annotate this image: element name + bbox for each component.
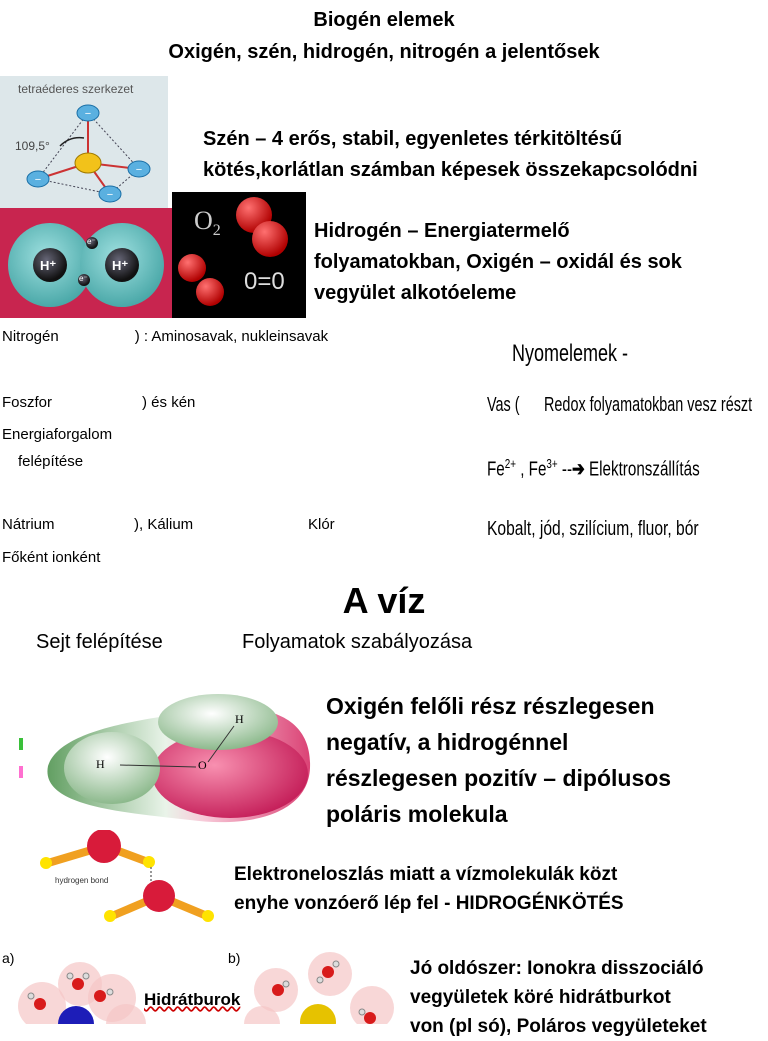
- sulfur-label: ) és kén: [142, 394, 196, 411]
- ion-form-label: Főként ionként: [2, 549, 101, 566]
- oxygen-molecule-image: [172, 192, 306, 318]
- electron-transport-label: Elektronszállítás: [589, 458, 700, 481]
- chlorine-label: Klór: [308, 516, 335, 533]
- svg-text:−: −: [106, 189, 114, 201]
- potassium-label: ), Kálium: [134, 516, 194, 533]
- energy-label: Energiaforgalom: [2, 426, 113, 443]
- water-molecule-diagram: [0, 688, 318, 828]
- hydrogen-bond-diagram: [20, 830, 225, 930]
- hydrogen-line-2: folyamatokban, Oxigén – oxidál és sok: [314, 251, 682, 273]
- hydration-shell-image: [0, 946, 400, 1024]
- solvent-description: [410, 954, 707, 1041]
- nitrogen-label: Nitrogén: [2, 328, 59, 345]
- hydrogen-bond-label: hydrogen bond: [55, 876, 109, 885]
- o2-formula: $O_2$: [194, 206, 221, 240]
- panel-b-label: b): [228, 950, 241, 966]
- hydration-diagram: [0, 946, 400, 1024]
- h-ion-label-1: H⁺: [40, 258, 57, 273]
- svg-text:−: −: [34, 174, 42, 186]
- svg-text:−: −: [135, 164, 143, 176]
- o2-structure: 0=0: [244, 268, 285, 295]
- iron-text: Redox folyamatokban vesz részt: [544, 394, 753, 416]
- arrow-icon: ➔: [572, 458, 585, 481]
- polarity-line-1: Oxigén felőli rész részlegesen: [326, 693, 655, 719]
- polarity-line-3: részlegesen pozitív – dipólusos: [326, 765, 672, 791]
- svg-text:−: −: [84, 108, 92, 120]
- iron-label: Vas (: [487, 394, 520, 416]
- phosphorus-row: [2, 394, 195, 411]
- hydrogen-molecule-image: [0, 208, 172, 318]
- molecule-h-left: H: [96, 757, 105, 771]
- carbon-line-1: Szén – 4 erős, stabil, egyenletes térkitöltésű: [203, 128, 623, 150]
- carbon-description: [203, 124, 698, 186]
- carbon-line-2: kötés,korlátlan számban képesek összekapcsolódni: [203, 159, 698, 181]
- arrow-dashes: --: [557, 458, 573, 481]
- water-role-regulation: Folyamatok szabályozása: [242, 631, 473, 653]
- hydrogen-bond-image: [20, 830, 225, 930]
- nitrogen-text: ) : Aminosavak, nukleinsavak: [134, 328, 329, 345]
- hydrogen-line-3: vegyület alkotóeleme: [314, 282, 517, 304]
- solvent-line-2: vegyületek köré hidrátburkot: [410, 987, 671, 1008]
- hydrogen-description: [314, 216, 682, 309]
- fe2-charge: 2+: [504, 456, 517, 471]
- page-subtitle: Oxigén, szén, hidrogén, nitrogén a jelentősek: [168, 41, 600, 63]
- page-title: Biogén elemek: [313, 9, 455, 31]
- fe-label-2: Fe: [528, 458, 547, 481]
- fe-label-1: Fe: [487, 458, 505, 481]
- water-title: A víz: [342, 580, 426, 621]
- polarity-description: [326, 688, 671, 832]
- hbond-line-1: Elektroneloszlás miatt a vízmolekulák közt: [234, 864, 618, 885]
- molecule-o: O: [198, 758, 207, 772]
- separator: ,: [516, 458, 529, 481]
- trace-elements-title: Nyomelemek -: [512, 340, 629, 367]
- nitrogen-row: [2, 328, 328, 345]
- angle-label: 109,5°: [15, 139, 50, 153]
- h-ion-label-2: H⁺: [112, 258, 129, 273]
- water-molecule-image: [0, 688, 318, 828]
- tetrahedron-label: tetraéderes szerkezet: [18, 82, 134, 96]
- build-label: felépítése: [18, 453, 84, 470]
- electron-label-1: e⁻: [87, 237, 96, 246]
- solvent-line-3: von (pl só), Poláros vegyületeket: [410, 1016, 707, 1037]
- hydrogen-molecule-diagram: [0, 208, 172, 318]
- o2-spheres: [172, 192, 306, 318]
- hydrogen-bond-description: [234, 860, 624, 918]
- iron-ions-row: [487, 456, 700, 482]
- molecule-h-right: H: [235, 712, 244, 726]
- hbond-line-2: enyhe vonzóerő lép fel - HIDROGÉNKÖTÉS: [234, 893, 624, 914]
- solvent-line-1: Jó oldószer: Ionokra disszociáló: [410, 958, 704, 979]
- polarity-line-2: negatív, a hidrogénnel: [326, 729, 569, 755]
- tetrahedron-image: [0, 76, 168, 208]
- panel-a-label: a): [2, 950, 15, 966]
- electron-label-2: e⁻: [79, 274, 88, 283]
- water-role-structure: Sejt felépítése: [36, 631, 163, 653]
- sodium-label: Nátrium: [2, 516, 55, 533]
- phosphorus-label: Foszfor: [2, 394, 53, 411]
- hydrate-shell-label: Hidrátburok: [144, 990, 241, 1009]
- iron-row: [487, 394, 752, 417]
- other-trace-elements: Kobalt, jód, szilícium, fluor, bór: [487, 518, 699, 540]
- fe3-charge: 3+: [546, 456, 558, 471]
- polarity-line-4: poláris molekula: [326, 801, 508, 827]
- hydrogen-line-1: Hidrogén – Energiatermelő: [314, 220, 570, 242]
- tetrahedron-diagram: [0, 76, 168, 208]
